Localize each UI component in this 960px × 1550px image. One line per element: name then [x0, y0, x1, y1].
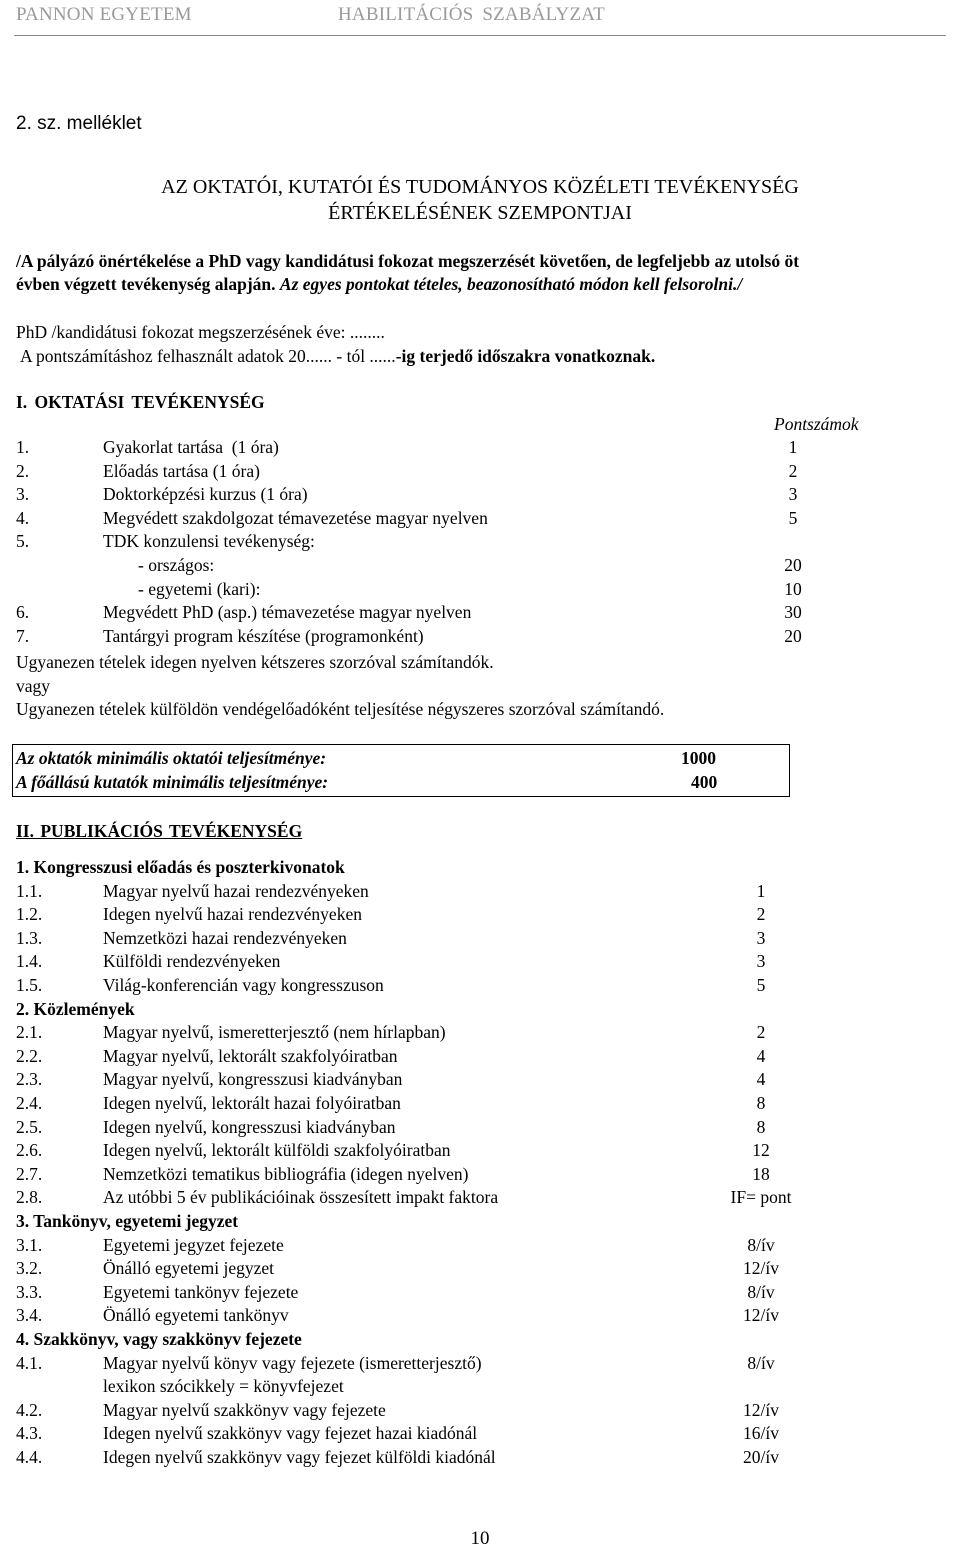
- intro-line2-bold: évben végzett tevékenység alapján.: [16, 274, 276, 294]
- item-number: 2.6.: [16, 1140, 43, 1161]
- item-text: Magyar nyelvű szakkönyv vagy fejezete: [103, 1399, 386, 1420]
- item-points: 8/ív: [747, 1234, 775, 1255]
- item-number: 2.4.: [16, 1093, 43, 1113]
- item-number: 2.8.: [16, 1187, 43, 1208]
- item-number: 3.: [16, 484, 30, 505]
- item-text: Idegen nyelvű, lektorált hazai folyóiratban: [103, 1093, 401, 1113]
- publication-item: [16, 1069, 946, 1091]
- item-points: 20/ív: [743, 1447, 779, 1467]
- publication-item: [16, 1164, 946, 1186]
- item-number: 3.2.: [16, 1258, 43, 1279]
- publication-item: [16, 951, 946, 973]
- teacher-minimum-label: Az oktatók minimális oktatói teljesítménye:: [16, 748, 327, 768]
- item-points: IF= pont: [730, 1187, 792, 1208]
- item-number: 4.1.: [16, 1352, 43, 1373]
- item-points: 12/ív: [743, 1258, 779, 1279]
- period-suffix: -ig terjedő időszakra vonatkoznak.: [395, 346, 656, 366]
- item-number: 2.1.: [16, 1022, 43, 1043]
- section1-title: I. OKTATÁSI TEVÉKENYSÉG: [16, 392, 265, 412]
- subsection-heading: 3. Tankönyv, egyetemi jegyzet: [16, 1211, 239, 1231]
- item-number: 1.3.: [16, 927, 43, 948]
- item-text: Önálló egyetemi jegyzet: [103, 1258, 275, 1279]
- subsection-heading: 2. Közlemények: [16, 998, 135, 1019]
- publication-item: [16, 1305, 946, 1327]
- item-text: Magyar nyelvű könyv vagy fejezete (ismeretterjesztő): [103, 1352, 482, 1373]
- publication-item: [16, 1423, 946, 1445]
- publication-item: [16, 1022, 946, 1044]
- publication-item: [16, 1282, 946, 1304]
- section1-item: [16, 461, 946, 483]
- item-text: Magyar nyelvű, lektorált szakfolyóiratban: [103, 1045, 398, 1066]
- item-text: Gyakorlat tartása (1 óra): [103, 437, 279, 457]
- item-points: 8/ív: [747, 1352, 775, 1373]
- item-text: TDK konzulensi tevékenység:: [103, 531, 315, 552]
- publication-item: [16, 1258, 946, 1280]
- document-title-line1: AZ OKTATÓI, KUTATÓI ÉS TUDOMÁNYOS KÖZÉLETI TEVÉKENYSÉG: [161, 176, 799, 198]
- subsection-heading: 1. Kongresszusi előadás és poszterkivonatok: [16, 857, 345, 877]
- item-text: Magyar nyelvű, ismeretterjesztő (nem hírlapban): [103, 1022, 446, 1043]
- teacher-minimum-value: 1000: [681, 748, 716, 768]
- item-points: 10: [784, 578, 802, 599]
- item-points: 4: [756, 1069, 766, 1090]
- item-text: lexikon szócikkely = könyvfejezet: [103, 1376, 344, 1397]
- publication-item: [16, 881, 946, 903]
- section1-item: [16, 531, 946, 553]
- phd-year-line: PhD /kandidátusi fokozat megszerzésének éve: ........: [16, 322, 385, 342]
- item-points: 20: [784, 625, 802, 646]
- item-number: 3.1.: [16, 1234, 43, 1255]
- item-points: 12/ív: [743, 1399, 779, 1420]
- item-points: 4: [756, 1045, 766, 1066]
- item-points: 8: [756, 1116, 766, 1137]
- item-points: 5: [788, 507, 798, 528]
- item-points: 20: [784, 555, 802, 575]
- item-text: Világ-konferencián vagy kongresszuson: [103, 975, 384, 995]
- section1-item: [16, 484, 946, 506]
- header-rule: [14, 35, 946, 36]
- item-points: 16/ív: [743, 1423, 779, 1444]
- item-text: Idegen nyelvű, lektorált külföldi szakfolyóiratban: [103, 1140, 451, 1161]
- item-number: 7.: [16, 625, 30, 646]
- intro-line1: /A pályázó önértékelése a PhD vagy kandidátusi fokozat megszerzését követően, de legfeljebb az utolsó öt: [16, 251, 800, 271]
- header-institution: PANNON EGYETEM: [16, 4, 192, 25]
- item-text: Egyetemi jegyzet fejezete: [103, 1234, 284, 1255]
- subsection-heading: 4. Szakkönyv, vagy szakkönyv fejezete: [16, 1329, 302, 1349]
- intro-line2-italic: Az egyes pontokat tételes, beazonosítható módon kell felsorolni./: [279, 274, 743, 294]
- publication-item: [16, 975, 946, 997]
- points-column-header: Pontszámok: [774, 414, 859, 434]
- item-text: Tantárgyi program készítése (programonként): [103, 625, 424, 646]
- item-number: 2.5.: [16, 1116, 43, 1137]
- item-number: 4.3.: [16, 1423, 43, 1444]
- item-text: Külföldi rendezvényeken: [103, 951, 281, 972]
- item-points: 5: [756, 975, 766, 995]
- item-number: 2.: [16, 460, 30, 481]
- item-number: 3.4.: [16, 1305, 43, 1326]
- item-number: 4.: [16, 507, 30, 528]
- item-points: 8/ív: [747, 1281, 775, 1302]
- researcher-minimum-label: A főállású kutatók minimális teljesítménye:: [16, 772, 329, 792]
- item-number: 2.2.: [16, 1045, 43, 1066]
- item-number: 5.: [16, 531, 30, 552]
- item-text: Nemzetközi tematikus bibliográfia (idegen nyelven): [103, 1163, 469, 1184]
- publication-item: [16, 928, 946, 950]
- item-points: 8: [756, 1093, 766, 1113]
- note-abroad: Ugyanezen tételek külföldön vendégelőadóként teljesítése négyszeres szorzóval számítandó.: [16, 699, 665, 719]
- section2-title: II. PUBLIKÁCIÓS TEVÉKENYSÉG: [16, 821, 303, 841]
- item-number: 1.4.: [16, 951, 43, 972]
- header-document-title: HABILITÁCIÓS SZABÁLYZAT: [338, 4, 605, 25]
- item-text: - egyetemi (kari):: [103, 578, 261, 599]
- item-number: 3.3.: [16, 1281, 43, 1302]
- section1-item: [16, 602, 946, 624]
- item-number: 2.3.: [16, 1069, 43, 1090]
- section1-item: [16, 555, 946, 577]
- item-points: 3: [756, 951, 766, 972]
- item-points: 2: [756, 904, 766, 925]
- item-points: 2: [788, 460, 798, 481]
- intro-line2: [16, 274, 742, 295]
- minimum-requirements-box: [12, 744, 790, 797]
- item-text: Doktorképzési kurzus (1 óra): [103, 484, 308, 505]
- item-text: Idegen nyelvű hazai rendezvényeken: [103, 904, 362, 925]
- item-number: 4.4.: [16, 1447, 43, 1467]
- item-text: Az utóbbi 5 év publikációinak összesített impakt faktora: [103, 1187, 499, 1208]
- publication-item: [16, 1235, 946, 1257]
- publication-item: [16, 1400, 946, 1422]
- annex-label: 2. sz. melléklet: [16, 113, 142, 134]
- item-points: 30: [784, 602, 802, 623]
- publication-item: [16, 1447, 946, 1469]
- publication-item: [16, 1353, 946, 1375]
- note-foreign-language: Ugyanezen tételek idegen nyelven kétszeres szorzóval számítandók.: [16, 652, 494, 672]
- item-points: 1: [756, 880, 766, 901]
- item-text: Megvédett PhD (asp.) témavezetése magyar nyelven: [103, 602, 472, 623]
- publication-item: [16, 1046, 946, 1068]
- publication-item: [16, 1376, 946, 1398]
- item-number: 1.5.: [16, 975, 43, 995]
- item-text: Előadás tartása (1 óra): [103, 460, 260, 481]
- item-points: 18: [752, 1163, 770, 1184]
- item-text: Idegen nyelvű, kongresszusi kiadványban: [103, 1116, 396, 1137]
- note-or: vagy: [16, 676, 51, 696]
- publication-item: [16, 1093, 946, 1115]
- section1-item: [16, 579, 946, 601]
- item-text: Idegen nyelvű szakkönyv vagy fejezet külföldi kiadónál: [103, 1447, 496, 1467]
- item-points: 12: [752, 1140, 770, 1161]
- item-points: 3: [756, 927, 766, 948]
- item-text: Egyetemi tankönyv fejezete: [103, 1281, 299, 1302]
- document-title-line2: ÉRTÉKELÉSÉNEK SZEMPONTJAI: [328, 202, 632, 224]
- item-number: 1.1.: [16, 880, 43, 901]
- section1-item: [16, 626, 946, 648]
- item-text: Önálló egyetemi tankönyv: [103, 1305, 289, 1326]
- item-text: Idegen nyelvű szakkönyv vagy fejezet hazai kiadónál: [103, 1423, 478, 1444]
- item-number: 4.2.: [16, 1399, 43, 1420]
- item-text: Megvédett szakdolgozat témavezetése magyar nyelven: [103, 507, 488, 528]
- publication-item: [16, 1187, 946, 1209]
- section1-item: [16, 437, 946, 459]
- item-number: 6.: [16, 602, 30, 623]
- page-number: 10: [470, 1528, 490, 1549]
- period-prefix: A pontszámításhoz felhasznált adatok 20...... - tól ......: [20, 346, 396, 366]
- publication-item: [16, 1140, 946, 1162]
- publication-item: [16, 1117, 946, 1139]
- item-number: 1.: [16, 437, 30, 457]
- item-points: 2: [756, 1022, 766, 1043]
- item-points: 1: [788, 437, 798, 457]
- section1-item: [16, 508, 946, 530]
- item-number: 2.7.: [16, 1163, 43, 1184]
- item-text: Magyar nyelvű hazai rendezvényeken: [103, 880, 369, 901]
- publication-item: [16, 904, 946, 926]
- item-text: Magyar nyelvű, kongresszusi kiadványban: [103, 1069, 403, 1090]
- period-line: [20, 346, 655, 367]
- item-text: Nemzetközi hazai rendezvényeken: [103, 927, 347, 948]
- researcher-minimum-value: 400: [691, 772, 718, 792]
- item-points: 3: [788, 484, 798, 505]
- item-text: - országos:: [103, 555, 215, 575]
- item-number: 1.2.: [16, 904, 43, 925]
- item-points: 12/ív: [743, 1305, 779, 1326]
